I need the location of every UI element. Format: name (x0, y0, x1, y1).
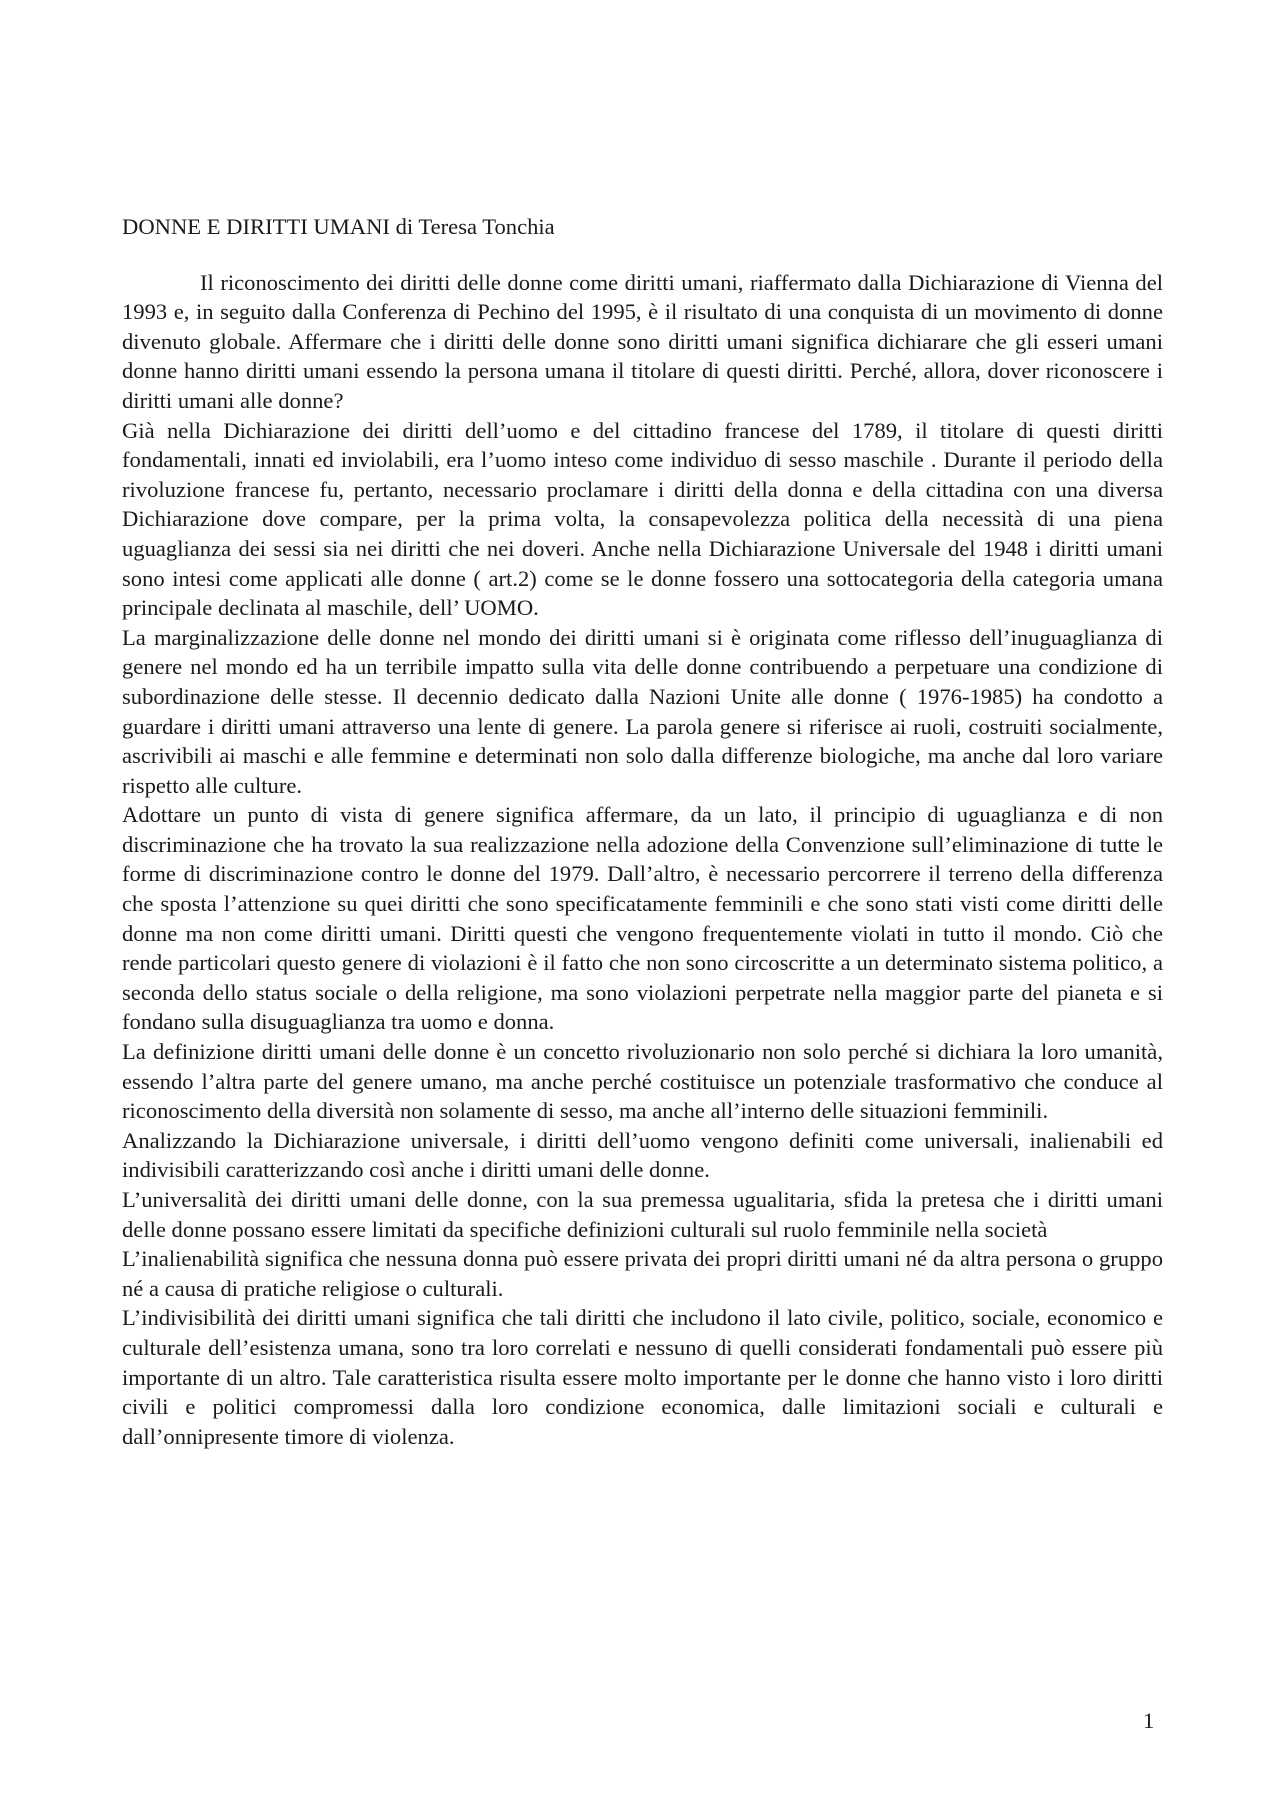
paragraph: La definizione diritti umani delle donne è un concetto rivoluzionario non solo perché si dichiara la loro umanità, essendo l’altra parte del genere umano, ma anche perché costituisce un potenziale trasformativo che conduce al riconoscimento della diversità non solamente di sesso, ma anche all’interno delle situazioni femminili. (122, 1039, 1163, 1124)
paragraph: L’inalienabilità significa che nessuna donna può essere privata dei propri diritti umani né da altra persona o gruppo né a causa di pratiche religiose o culturali. (122, 1246, 1163, 1301)
page-number: 1 (1143, 1708, 1155, 1733)
paragraph: Il riconoscimento dei diritti delle donne come diritti umani, riaffermato dalla Dichiarazione di Vienna del 1993 e, in seguito dalla Conferenza di Pechino del 1995, è il risultato di una conquista di un movimento di donne divenuto globale. Affermare che i diritti delle donne sono diritti umani significa dichiarare che gli esseri umani donne hanno diritti umani essendo la persona umana il titolare di questi diritti. Perché, allora, dover riconoscere i diritti umani alle donne? (122, 269, 1163, 413)
paragraph: Analizzando la Dichiarazione universale, i diritti dell’uomo vengono definiti come universali, inalienabili ed indivisibili caratterizzando così anche i diritti umani delle donne. (122, 1127, 1163, 1183)
document-title: DONNE E DIRITTI UMANI di Teresa Tonchia (122, 214, 555, 239)
paragraph: La marginalizzazione delle donne nel mondo dei diritti umani si è originata come riflesso dell’inuguaglianza di genere nel mondo ed ha un terribile impatto sulla vita delle donne contribuendo a perpetuare una condizione di subordinazione delle stesse. Il decennio dedicato dalla Nazioni Unite alle donne ( 1976-1985) ha condotto a guardare i diritti umani attraverso una lente di genere. La parola genere si riferisce ai ruoli, costruiti socialmente, ascrivibili ai maschi e alle femmine e determinati non solo dalla differenze biologiche, ma anche dal loro variare rispetto alle culture. (122, 624, 1163, 798)
paragraph: Adottare un punto di vista di genere significa affermare, da un lato, il principio di uguaglianza e di non discriminazione che ha trovato la sua realizzazione nella adozione della Convenzione sull’eliminazione di tutte le forme di discriminazione contro le donne del 1979. Dall’altro, è necessario percorrere il terreno della differenza che sposta l’attenzione su quei diritti che sono specificatamente femminili e che sono stati visti come diritti delle donne ma non come diritti umani. Diritti questi che vengono frequentemente violati in tutto il mondo. Ciò che rende particolari questo genere di violazioni è il fatto che non sono circoscritte a un determinato sistema politico, a seconda dello status sociale o della religione, ma sono violazioni perpetrate nella maggior parte del pianeta e si fondano sulla disuguaglianza tra uomo e donna. (122, 802, 1163, 1035)
document-body (122, 212, 1163, 1451)
paragraph: Già nella Dichiarazione dei diritti dell’uomo e del cittadino francese del 1789, il titolare di questi diritti fondamentali, innati ed inviolabili, era l’uomo inteso come individuo di sesso maschile . Durante il periodo della rivoluzione francese fu, pertanto, necessario proclamare i diritti della donna e della cittadina con una diversa Dichiarazione dove compare, per la prima volta, la consapevolezza politica della necessità di una piena uguaglianza dei sessi sia nei diritti che nei doveri. Anche nella Dichiarazione Universale del 1948 i diritti umani sono intesi come applicati alle donne ( art.2) come se le donne fossero una sottocategoria della categoria umana principale declinata al maschile, dell’ UOMO. (122, 417, 1163, 621)
paragraph: L’indivisibilità dei diritti umani significa che tali diritti che includono il lato civile, politico, sociale, economico e culturale dell’esistenza umana, sono tra loro correlati e nessuno di quelli considerati fondamentali può essere più importante di un altro. Tale caratteristica risulta essere molto importante per le donne che hanno visto i loro diritti civili e politici compromessi dalla loro condizione economica, dalle limitazioni sociali e culturali e dall’onnipresente timore di violenza. (122, 1305, 1163, 1449)
paragraph: L’universalità dei diritti umani delle donne, con la sua premessa ugualitaria, sfida la pretesa che i diritti umani delle donne possano essere limitati da specifiche definizioni culturali sul ruolo femminile nella società (122, 1187, 1163, 1242)
